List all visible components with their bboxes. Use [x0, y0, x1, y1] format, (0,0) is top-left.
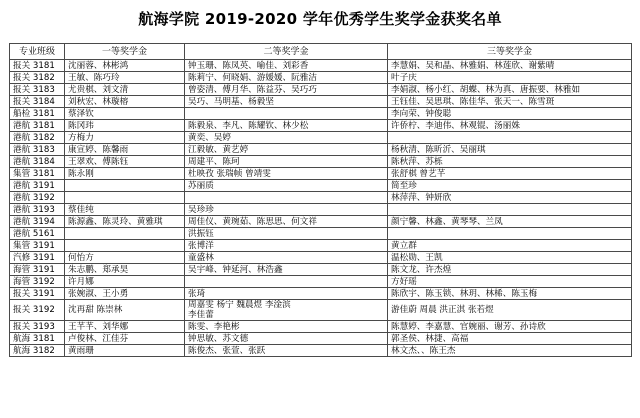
class-cell: 报关 3182	[10, 72, 65, 84]
second-prize-cell: 钟思敏、苏文德	[185, 333, 388, 345]
first-prize-cell: 蔡佳纯	[65, 204, 185, 216]
second-prize-cell: 洪振钰	[185, 228, 388, 240]
first-prize-cell	[65, 240, 185, 252]
class-cell: 港航 3192	[10, 192, 65, 204]
first-prize-cell: 许月娜	[65, 276, 185, 288]
class-cell: 航海 3182	[10, 345, 65, 357]
third-prize-cell: 许侨柠、李迪伟、林观锟、汤丽姝	[388, 120, 632, 132]
table-row	[10, 264, 632, 276]
third-prize-cell: 李娟淑、杨小红、胡蝶、林为真、唐振要、林雅如	[388, 84, 632, 96]
class-cell: 船检 3181	[10, 108, 65, 120]
table-row	[10, 240, 632, 252]
first-prize-cell: 朱志鹏、郑承昊	[65, 264, 185, 276]
third-prize-cell: 简至珍	[388, 180, 632, 192]
table-row	[10, 72, 632, 84]
class-cell: 海管 3192	[10, 276, 65, 288]
third-prize-cell: 陈秋萍、苏栎	[388, 156, 632, 168]
table-row	[10, 60, 632, 72]
second-prize-cell: 张琦	[185, 288, 388, 300]
first-prize-cell: 蔡泽钦	[65, 108, 185, 120]
table-row	[10, 228, 632, 240]
second-prize-cell: 吴宇峰、钟延河、林浩鑫	[185, 264, 388, 276]
third-prize-cell	[388, 132, 632, 144]
header-third-prize: 三等奖学金	[388, 44, 632, 60]
table-row	[10, 276, 632, 288]
second-prize-cell	[185, 192, 388, 204]
header-second-prize: 二等奖学金	[185, 44, 388, 60]
second-prize-cell	[185, 108, 388, 120]
first-prize-cell: 黄雨珊	[65, 345, 185, 357]
third-prize-cell: 温松勋、王凯	[388, 252, 632, 264]
class-cell: 海管 3191	[10, 264, 65, 276]
third-prize-cell: 游佳蔚 周晨 洪正淇 张若煜	[388, 300, 632, 321]
second-prize-cell: 曾姿清、傅月华、陈益芬、吴巧巧	[185, 84, 388, 96]
third-prize-cell: 陈慧婷、李嘉慧、官婉丽、谢芳、孙诗欣	[388, 321, 632, 333]
table-row	[10, 321, 632, 333]
third-prize-cell: 颜宁馨、林鑫、黄琴琴、兰凤	[388, 216, 632, 228]
second-prize-cell: 周建平、陈珂	[185, 156, 388, 168]
second-prize-cell: 陈莉宁、何晓娟、游媛媛、阮雅洁	[185, 72, 388, 84]
class-cell: 集管 3181	[10, 168, 65, 180]
class-cell: 报关 3181	[10, 60, 65, 72]
first-prize-cell: 王翠欢、傅陈钰	[65, 156, 185, 168]
first-prize-cell: 陈源鑫、陈灵玲、黄雅琪	[65, 216, 185, 228]
table-row	[10, 132, 632, 144]
table-row	[10, 96, 632, 108]
first-prize-cell: 卢俊林、江佳芬	[65, 333, 185, 345]
class-cell: 港航 3193	[10, 204, 65, 216]
first-prize-cell: 陈冈玮	[65, 120, 185, 132]
table-row	[10, 288, 632, 300]
table-row	[10, 333, 632, 345]
class-cell: 集管 3191	[10, 240, 65, 252]
class-cell: 港航 3194	[10, 216, 65, 228]
third-prize-cell: 叶子庆	[388, 72, 632, 84]
second-prize-cell: 吴巧、马明基、杨毅坚	[185, 96, 388, 108]
first-prize-cell: 康宣婷、陈馨雨	[65, 144, 185, 156]
class-cell: 港航 3184	[10, 156, 65, 168]
class-cell: 港航 3191	[10, 180, 65, 192]
table-row	[10, 345, 632, 357]
second-prize-cell: 吴珍珍	[185, 204, 388, 216]
table-row	[10, 168, 632, 180]
first-prize-cell: 沈丽蓉、林彬鸿	[65, 60, 185, 72]
first-prize-cell: 张婉淑、王小勇	[65, 288, 185, 300]
first-prize-cell: 刘秋宏、林璇榕	[65, 96, 185, 108]
first-prize-cell: 方梅力	[65, 132, 185, 144]
second-prize-cell: 陈毅泉、李凡、陈耀钦、林少松	[185, 120, 388, 132]
table-row	[10, 252, 632, 264]
third-prize-cell: 李慧娟、吴和晶、林雅娟、林莲欣、谢紫晴	[388, 60, 632, 72]
class-cell: 报关 3192	[10, 300, 65, 321]
second-prize-cell: 钟玉珊、陈凤英、喻佳、刘彩香	[185, 60, 388, 72]
first-prize-cell	[65, 180, 185, 192]
header-class: 专业班级	[10, 44, 65, 60]
second-prize-cell	[185, 276, 388, 288]
header-row	[10, 44, 632, 60]
class-cell: 报关 3191	[10, 288, 65, 300]
table-row	[10, 180, 632, 192]
page-title: 航海学院 2019-2020 学年优秀学生奖学金获奖名单	[138, 10, 502, 28]
first-prize-cell: 何怡方	[65, 252, 185, 264]
second-prize-cell: 周佳仪、黄琬茹、陈思思、何文祥	[185, 216, 388, 228]
class-cell: 港航 5161	[10, 228, 65, 240]
third-prize-cell: 陈欣宇、陈玉锁、林玥、林桸、陈玉梅	[388, 288, 632, 300]
third-prize-cell: 林萍萍、钟妍欣	[388, 192, 632, 204]
first-prize-cell: 沈再甜 陈崇林	[65, 300, 185, 321]
second-prize-cell: 陈雯、李艳彬	[185, 321, 388, 333]
table-row	[10, 108, 632, 120]
table-row	[10, 156, 632, 168]
third-prize-cell: 林文杰、、陈王杰	[388, 345, 632, 357]
second-prize-cell: 杜映孜 张瑞帧 曾靖雯	[185, 168, 388, 180]
second-prize-cell: 黄奕、吴婷	[185, 132, 388, 144]
class-cell: 报关 3193	[10, 321, 65, 333]
award-table	[9, 43, 632, 357]
third-prize-cell: 方好瑶	[388, 276, 632, 288]
class-cell: 航海 3181	[10, 333, 65, 345]
table-row	[10, 216, 632, 228]
second-prize-cell: 陈俊杰、张萱、张跃	[185, 345, 388, 357]
class-cell: 报关 3183	[10, 84, 65, 96]
first-prize-cell: 王芊芊、刘华娜	[65, 321, 185, 333]
first-prize-cell: 尤贵棋、刘文清	[65, 84, 185, 96]
third-prize-cell: 张舒棋 曾艺芊	[388, 168, 632, 180]
table-row	[10, 192, 632, 204]
second-prize-cell: 张博洋	[185, 240, 388, 252]
first-prize-cell: 陈永刚	[65, 168, 185, 180]
class-cell: 报关 3184	[10, 96, 65, 108]
third-prize-cell	[388, 204, 632, 216]
table-row	[10, 204, 632, 216]
class-cell: 港航 3182	[10, 132, 65, 144]
header-first-prize: 一等奖学金	[65, 44, 185, 60]
first-prize-cell	[65, 192, 185, 204]
table-row	[10, 120, 632, 132]
table-row	[10, 300, 632, 321]
third-prize-cell: 郭圣侯、林捷、高福	[388, 333, 632, 345]
second-prize-cell: 童盛林	[185, 252, 388, 264]
third-prize-cell	[388, 228, 632, 240]
first-prize-cell	[65, 228, 185, 240]
class-cell: 汽修 3191	[10, 252, 65, 264]
class-cell: 港航 3181	[10, 120, 65, 132]
table-row	[10, 144, 632, 156]
class-cell: 港航 3183	[10, 144, 65, 156]
third-prize-cell: 陈文龙、许杰煌	[388, 264, 632, 276]
first-prize-cell: 王敏、陈巧玲	[65, 72, 185, 84]
third-prize-cell: 李向荣、钟俊聪	[388, 108, 632, 120]
third-prize-cell: 王钰佳、吴思琪、陈佳华、张天一、陈雪斑	[388, 96, 632, 108]
third-prize-cell: 杨秋清、陈昕沂、吴丽琪	[388, 144, 632, 156]
third-prize-cell: 黄立群	[388, 240, 632, 252]
second-prize-cell: 苏丽质	[185, 180, 388, 192]
table-row	[10, 84, 632, 96]
second-prize-cell: 周嘉雯 杨宁 魏晨煜 李淦滨 李佳蕾	[185, 300, 388, 321]
second-prize-cell: 江毅敏、黄艺婷	[185, 144, 388, 156]
